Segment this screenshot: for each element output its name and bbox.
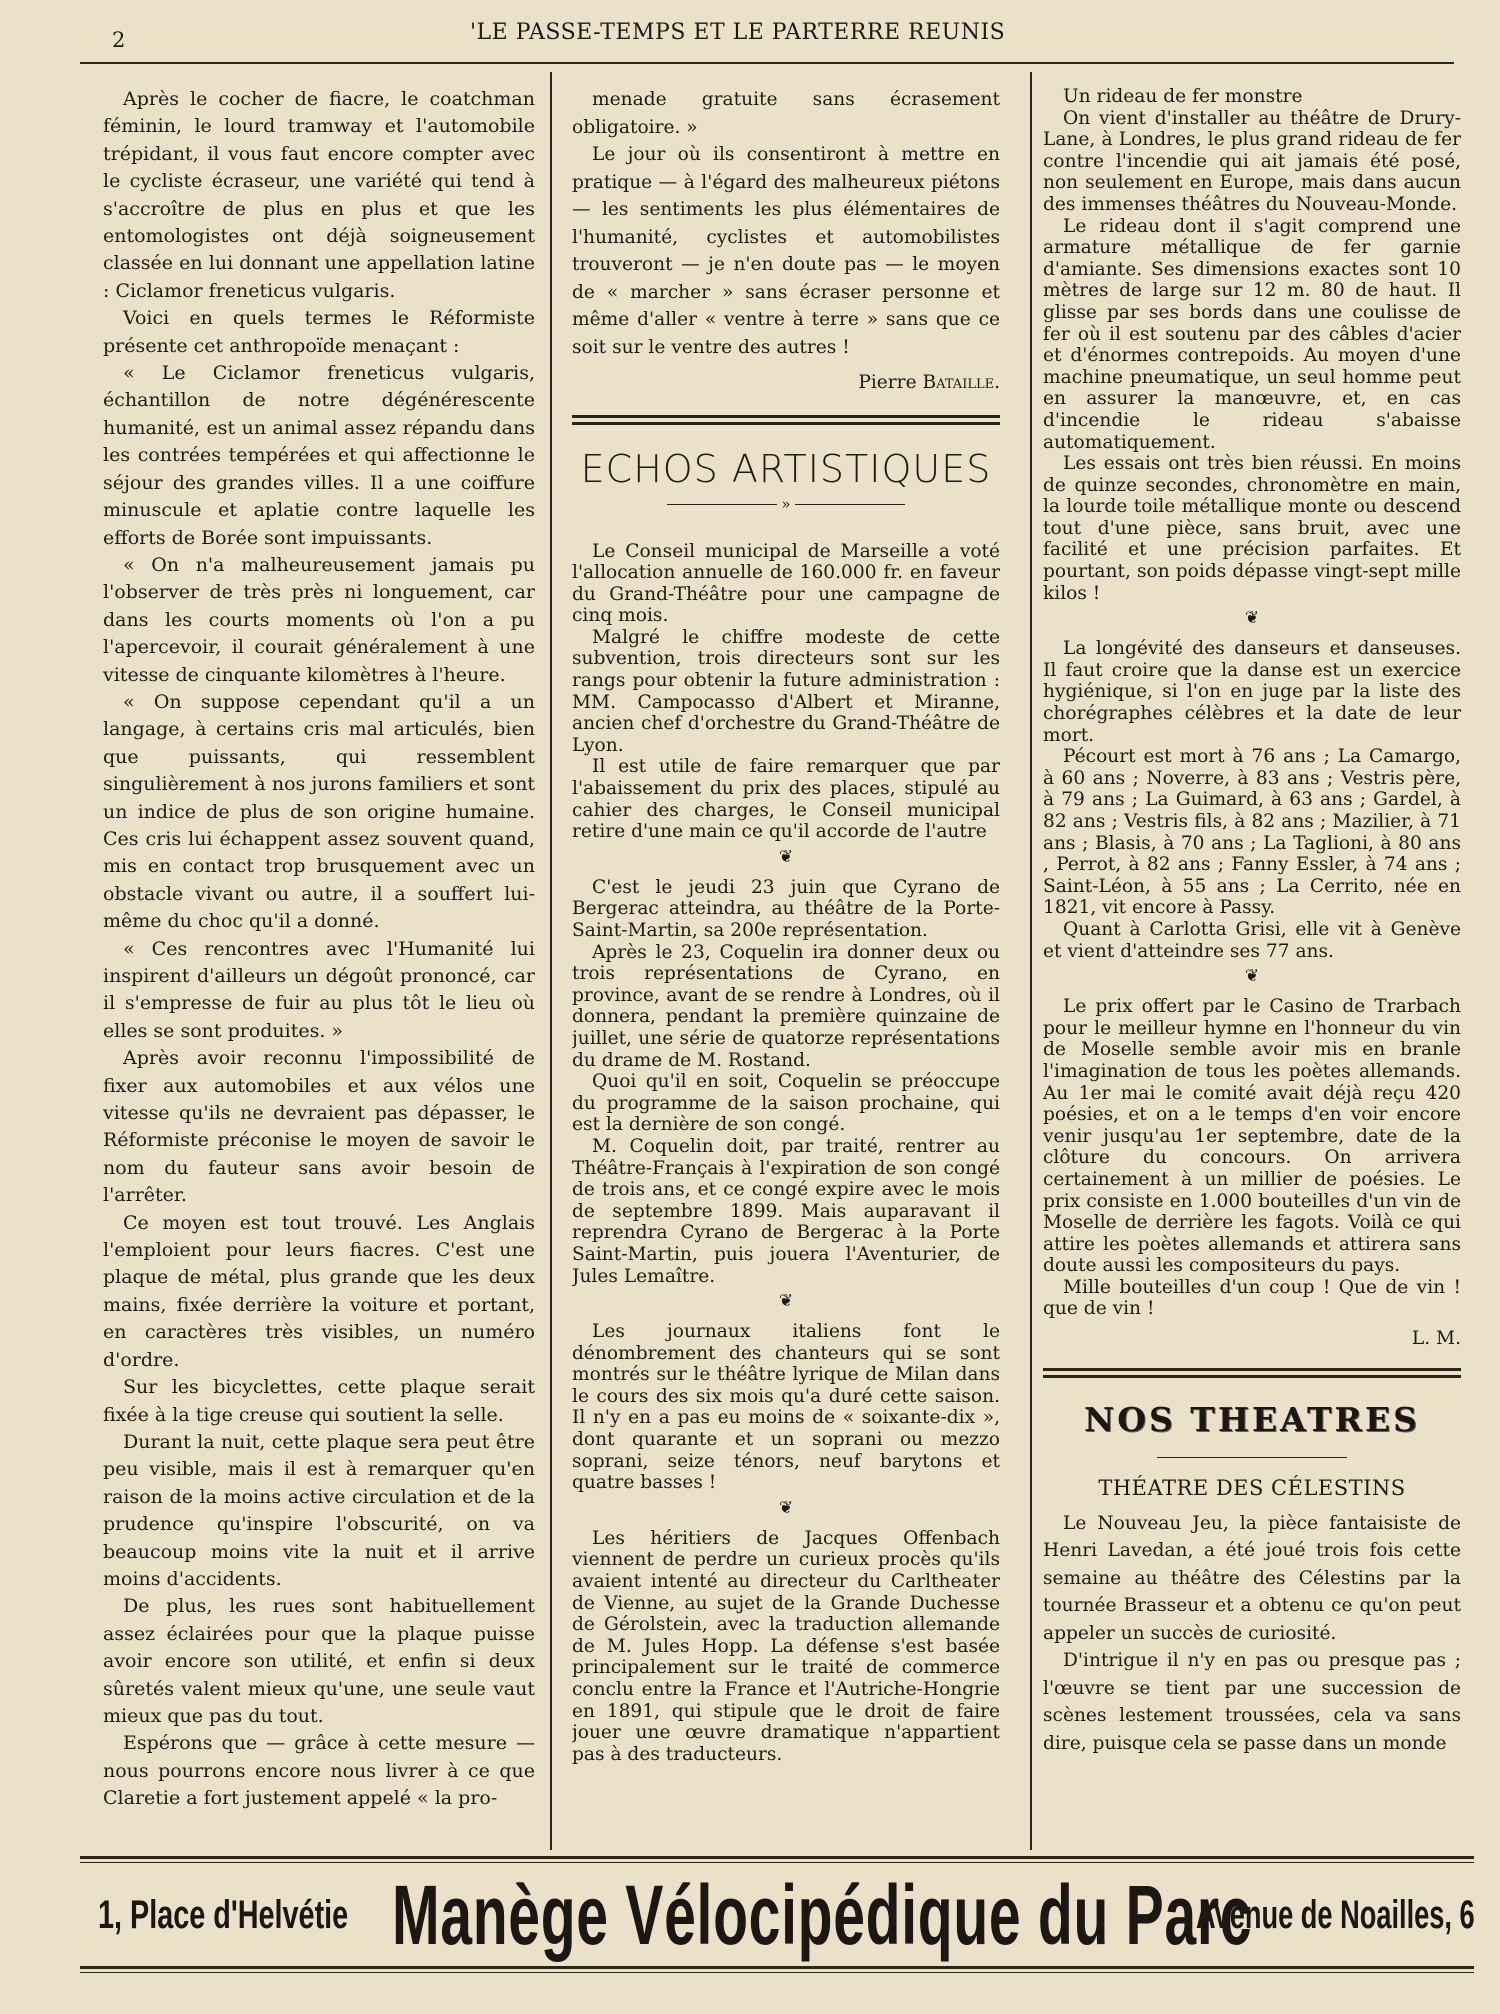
ad-border-bottom [80, 1972, 1474, 1973]
paragraph: On vient d'installer au théâtre de Drury-Lane, à Londres, le plus grand rideau de fer contre l'incendie qui ait jamais été posé, non seulement en Europe, mais dans aucun des immenses théâtres du Nouveau-Monde. [1043, 107, 1461, 215]
paragraph: Après le 23, Coquelin ira donner deux ou trois représentations de Cyrano, en province, avant de se rendre à Londres, où il donnera, pendant la première quinzaine de juillet, une série de quatorze représentations du drame de M. Rostand. [572, 941, 1000, 1071]
section-divider [1043, 1368, 1461, 1378]
paragraph: Mille bouteilles d'un coup ! Que de vin ! que de vin ! [1043, 1276, 1461, 1320]
fleuron-icon: ❦ [778, 1497, 794, 1518]
paragraph: Les journaux italiens font le dénombrement des chanteurs qui se sont montrés sur le théâtre lyrique de Milan dans le cours des six mois qu'a duré cette saison. Il n'y en a pas eu moins de « soixante-dix », dont quarante et un soprani ou mezzo soprani, seize ténors, neuf barytons et quatre basses ! [572, 1321, 1000, 1494]
paragraph: Le Nouveau Jeu, la pièce fantaisiste de Henri Lavedan, a été joué trois fois cette semaine au théâtre des Célestins par la tournée Brasseur et a obtenu ce qu'on peut appeler un succès de curiosité. [1043, 1512, 1461, 1644]
paragraph: Malgré le chiffre modeste de cette subvention, trois directeurs sont sur les rangs pour obtenir la future administration : MM. Campocasso d'Albert et Miranne, ancien chef d'orchestre du Grand-Théâtre de Lyon. [572, 626, 1000, 756]
ad-border-top [80, 1862, 1474, 1863]
page-number: 2 [112, 28, 126, 52]
article-continuation [572, 86, 1000, 397]
ad-border-top [80, 1856, 1474, 1859]
title-ornament: » [572, 495, 1000, 513]
paragraph: Un rideau de fer monstre [1063, 86, 1303, 107]
ad-address-right: Avenue de Noailles, 6 [1196, 1893, 1475, 1937]
paragraph: Le rideau dont il s'agit comprend une armature métallique de fer garnie d'amiante. Ses dimensions exactes sont 10 mètres de large sur 12 m. 80 de haut. Il glisse par ses bords dans une coulisse de fer où il est soutenu par des câbles d'acier et d'énormes contrepoids. Au moyen d'une machine pneumatique, un seul homme peut en assurer la manœuvre, et, en cas d'incendie le rideau s'abaisse automatiquement. [1043, 215, 1461, 453]
paragraph: menade gratuite sans écrasement obligatoire. » [572, 89, 1000, 138]
signature-last-name: Bataille. [922, 372, 1000, 393]
fleuron-icon: ❦ [778, 1291, 794, 1312]
paragraph: Le Conseil municipal de Marseille a voté l'allocation annuelle de 160.000 fr. en faveur du Grand-Théâtre pour une campagne de cinq mois. [572, 540, 1000, 627]
paragraph: Sur les bicyclettes, cette plaque serait fixée à la tige creuse qui soutient la selle. [103, 1376, 535, 1426]
title-rule [1157, 1457, 1347, 1458]
section-divider [572, 415, 1000, 425]
paragraph: Espérons que — grâce à cette mesure — nous pourrons encore nous livrer à ce que Claretie a fort justement appelé « la pro- [103, 1732, 535, 1810]
paragraph: C'est le jeudi 23 juin que Cyrano de Bergerac atteindra, au théâtre de la Porte-Saint-Martin, sa 200e représentation. [572, 876, 1000, 941]
paragraph: Quoi qu'il en soit, Coquelin se préoccupe du programme de la saison prochaine, qui est la dernière de son congé. [572, 1071, 1000, 1136]
paragraph: La longévité des danseurs et danseuses. Il faut croire que la danse est un exercice hygiénique, si l'on en juge par la liste des chorégraphes célèbres et la date de leur mort. [1043, 638, 1461, 746]
ad-headline: Manège Vélocipédique du Parc [392, 1868, 1253, 1962]
fleuron-icon: ❦ [1244, 608, 1260, 629]
paragraph: Quant à Carlotta Grisi, elle vit à Genève et vient d'atteindre ses 77 ans. [1043, 918, 1461, 962]
fleuron-icon: ❦ [778, 846, 794, 867]
running-title: 'LE PASSE-TEMPS ET LE PARTERRE REUNIS [470, 20, 1006, 45]
paragraph: « Le Ciclamor freneticus vulgaris, échantillon de notre dégénérescente humanité, est un animal assez répandu dans les contrées tempérées et qui affectionne le séjour des grandes villes. Il a une coiffure minuscule et aplatie contre laquelle les efforts de Borée sont impuissants. [103, 362, 535, 549]
paragraph: Durant la nuit, cette plaque sera peut être peu visible, mais il est à remarquer qu'en raison de la moins active circulation et de la prudence qu'inspire l'obscurité, on va beaucoup moins vite la nuit et il arrive moins d'accidents. [103, 1430, 535, 1590]
author-signature: L. M. [1411, 1328, 1461, 1350]
article-column-1 [103, 86, 535, 1842]
section-title-echos: ECHOS ARTISTIQUES [580, 446, 992, 491]
column-divider [550, 72, 552, 1850]
paragraph: Les héritiers de Jacques Offenbach viennent de perdre un curieux procès qu'ils avaient intenté au directeur du Carltheater de Vienne, au sujet de la Grande Duchesse de Gérolstein, avec la traduction allemande de M. Jules Hopp. La défense s'est basée principalement sur le traité de commerce conclu entre la France et l'Autriche-Hongrie en 1891, qui stipule que le droit de faire jouer une œuvre dramatique n'appartient pas à des traducteurs. [572, 1527, 1000, 1765]
paragraph: De plus, les rues sont habituellement assez éclairées pour que la plaque puisse avoir encore son utilité, et enfin si deux sûretés valent mieux qu'une, une seule vaut mieux que pas du tout. [103, 1595, 535, 1727]
paragraph: Le jour où ils consentiront à mettre en pratique — à l'égard des malheureux piétons — les sentiments les plus élémentaires de l'humanité, cyclistes et automobilistes trouveront — je n'en doute pas — le moyen de « marcher » sans écraser personne et même d'aller « ventre à terre » sans que ce soit sur le ventre des autres ! [572, 144, 1000, 358]
paragraph: Pécourt est mort à 76 ans ; La Camargo, à 60 ans ; Noverre, à 83 ans ; Vestris père, à 79 ans ; La Guimard, à 63 ans ; Gardel, à 82 ans ; Vestris fils, à 82 ans ; Mazilier, à 71 ans ; Blasis, à 70 ans ; La Taglioni, à 80 ans , Perrot, à 82 ans ; Fanny Essler, à 74 ans ; Saint-Léon, à 55 ans ; La Cerrito, née en 1821, vit encore à Passy. [1043, 746, 1461, 919]
header-rule [80, 62, 1454, 64]
paragraph: « On n'a malheureusement jamais pu l'observer de très près ni longuement, car dans les courts moments où l'on a pu l'apercevoir, il courait généralement à une vitesse de cinquante kilomètres à l'heure. [103, 553, 535, 686]
paragraph: Le prix offert par le Casino de Trarbach pour le meilleur hymne en l'honneur du vin de Moselle semble avoir mis en branle l'imagination de tous les poètes allemands. Au 1er mai le comité avait déjà reçu 420 poésies, et on a le temps d'en voir encore venir jusqu'au 1er septembre, date de la clôture du concours. On arrivera certainement à un millier de poésies. Le prix consiste en 1.000 bouteilles d'un vin de Moselle de derrière les fagots. Voilà ce qui attire les poètes allemands et attirera sans doute aussi les compositeurs du pays. [1043, 996, 1461, 1277]
author-signature [572, 369, 1000, 397]
article-column-2 [572, 86, 1000, 1844]
paragraph: Les essais ont très bien réussi. En moins de quinze secondes, chronomètre en main, la lourde toile métallique monte ou descend tout d'une pièce, sans bruit, avec une facilité et une précision parfaites. Et pourtant, son poids dépasse vingt-sept mille kilos ! [1043, 453, 1461, 604]
fleuron-icon: ❦ [1244, 966, 1260, 987]
paragraph: Voici en quels termes le Réformiste présente cet anthropoïde menaçant : [103, 307, 535, 357]
paragraph: Après le cocher de fiacre, le coatchman féminin, le lourd tramway et l'automobile trépidant, il vous faut encore compter avec le cycliste écraseur, une variété qui tend à s'accroître de plus en plus et que les entomologistes ont déjà soigneusement classée en lui donnant une appellation latine : Ciclamor freneticus vulgaris. [103, 88, 535, 302]
paragraph: « Ces rencontres avec l'Humanité lui inspirent d'ailleurs un dégoût prononcé, car il s'empresse de fuir au plus tôt le lieu où elles se sont produites. » [103, 937, 535, 1042]
paragraph: M. Coquelin doit, par traité, rentrer au Théâtre-Français à l'expiration de son congé de trois ans, et ce congé expire avec le mois de septembre 1899. Mais auparavant il reprendra Cyrano de Bergerac à la Porte Saint-Martin, puis jouera l'Aventurier, de Jules Lemaître. [572, 1135, 1000, 1287]
paragraph: « On suppose cependant qu'il a un langage, à certains cris mal articulés, bien que puissants, qui ressemblent singulièrement à nos jurons familiers et sont un indice de plus de son origine humaine. Ces cris lui échappent assez souvent quand, mis en contact trop brusquement avec un obstacle vivant ou autre, il a souffert lui-même du choc qu'il a donné. [103, 690, 535, 933]
paragraph: Ce moyen est tout trouvé. Les Anglais l'emploient pour leurs fiacres. C'est une plaque de métal, plus grande que les deux mains, fixée derrière la voiture et portant, en caractères très visibles, un numéro d'ordre. [103, 1211, 535, 1371]
signature-first-name: Pierre [858, 372, 917, 393]
paragraph: Après avoir reconnu l'impossibilité de fixer aux automobiles et aux vélos une vitesse qu'ils ne devraient pas dépasser, le Réformiste préconise le moyen de savoir le nom du fauteur sans avoir besoin de l'arrêter. [103, 1047, 535, 1207]
paragraph: Il est utile de faire remarquer que par l'abaissement du prix des places, stipulé au cahier des charges, le Conseil municipal retire d'une main ce qu'il accorde de l'autre [572, 756, 1000, 843]
theatre-subtitle: THÉATRE DES CÉLESTINS [1098, 1475, 1406, 1500]
article-column-3 [1043, 86, 1461, 1844]
section-title-theatres: NOS THEATRES [1084, 1399, 1420, 1439]
paragraph: D'intrigue il n'y en pas ou presque pas ; l'œuvre se tient par une succession de scènes lestement troussées, cela va sans dire, puisque cela se passe dans un monde [1043, 1650, 1461, 1754]
ad-address-left: 1, Place d'Helvétie [98, 1893, 349, 1937]
theatre-review [1043, 1510, 1461, 1758]
column-divider [1030, 72, 1032, 1850]
ad-border-bottom [80, 1966, 1474, 1969]
